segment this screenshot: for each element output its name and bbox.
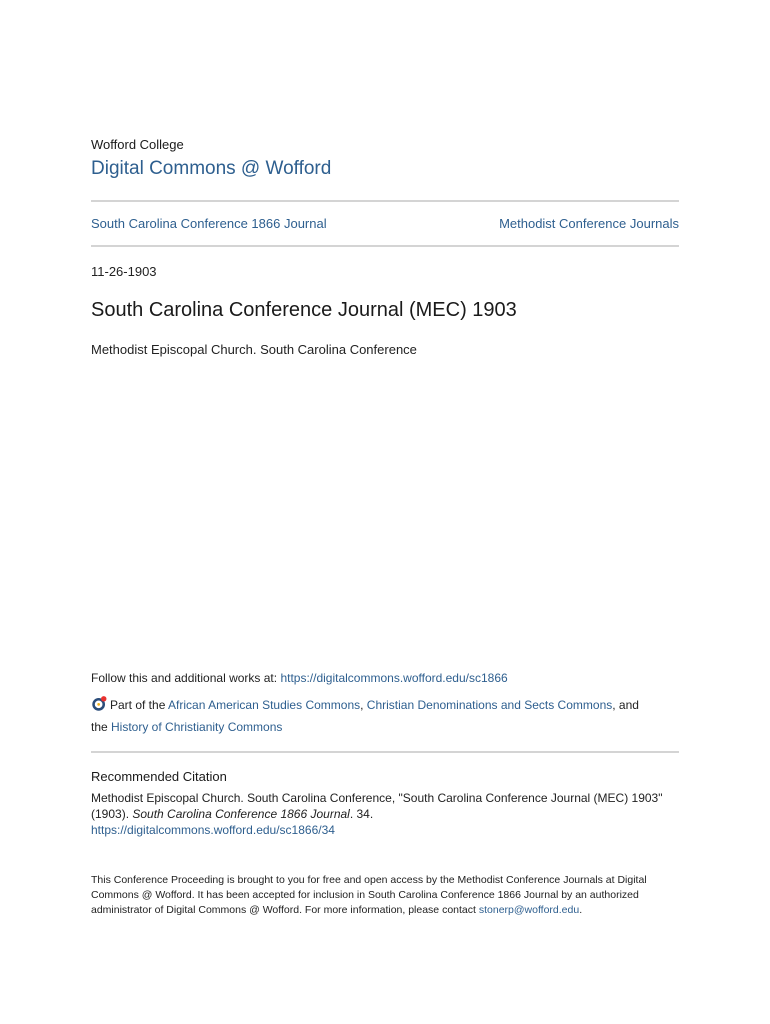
- network-logo-icon: [91, 695, 108, 712]
- part-of-section: [91, 694, 679, 738]
- institution-name: Wofford College: [91, 137, 184, 152]
- divider: [91, 245, 679, 247]
- follow-url-link[interactable]: https://digitalcommons.wofford.edu/sc1866: [280, 671, 508, 685]
- follow-line: [91, 671, 508, 685]
- christian-denominations-commons-link[interactable]: Christian Denominations and Sects Commons: [366, 698, 613, 712]
- part-of-prefix: Part of the: [110, 698, 169, 712]
- document-title: South Carolina Conference Journal (MEC) 1903: [91, 299, 517, 321]
- contact-email-link[interactable]: stonerp@wofford.edu: [478, 904, 580, 916]
- citation-number: . 34.: [349, 807, 374, 821]
- citation-url-link[interactable]: https://digitalcommons.wofford.edu/sc1866/34: [91, 823, 335, 837]
- cover-page: [91, 0, 679, 1024]
- separator: the: [91, 720, 112, 734]
- history-of-christianity-commons-link[interactable]: History of Christianity Commons: [111, 720, 283, 734]
- divider: [91, 751, 679, 753]
- publication-date: 11-26-1903: [91, 264, 157, 279]
- separator: ,: [360, 698, 367, 712]
- parent-collection-link[interactable]: Methodist Conference Journals: [499, 216, 679, 231]
- follow-prefix: Follow this and additional works at:: [91, 671, 281, 685]
- document-author: Methodist Episcopal Church. South Carolina Conference: [91, 342, 417, 357]
- citation-heading: Recommended Citation: [91, 769, 227, 784]
- access-notice-text: This Conference Proceeding is brought to you for free and open access by the Methodist Conference Journals at Digital Commons @ Wofford. It has been accepted for inclusion in South Carolina Conference 1866 Journal by an authorized administrator of Digital Commons @ Wofford. For more information, please contact: [91, 874, 647, 916]
- collection-link[interactable]: South Carolina Conference 1866 Journal: [91, 216, 327, 231]
- repository-link[interactable]: Digital Commons @ Wofford: [91, 158, 332, 179]
- access-notice-end: .: [579, 904, 583, 916]
- citation-journal: South Carolina Conference 1866 Journal: [132, 807, 350, 821]
- citation-body: Methodist Episcopal Church. South Carolina Conference, "South Carolina Conference Journal (MEC) 1903" (1903).: [91, 791, 663, 821]
- citation-text: [91, 790, 679, 838]
- access-notice: [91, 873, 679, 918]
- divider: [91, 200, 679, 202]
- separator: , and: [612, 698, 639, 712]
- african-american-studies-commons-link[interactable]: African American Studies Commons: [168, 698, 361, 712]
